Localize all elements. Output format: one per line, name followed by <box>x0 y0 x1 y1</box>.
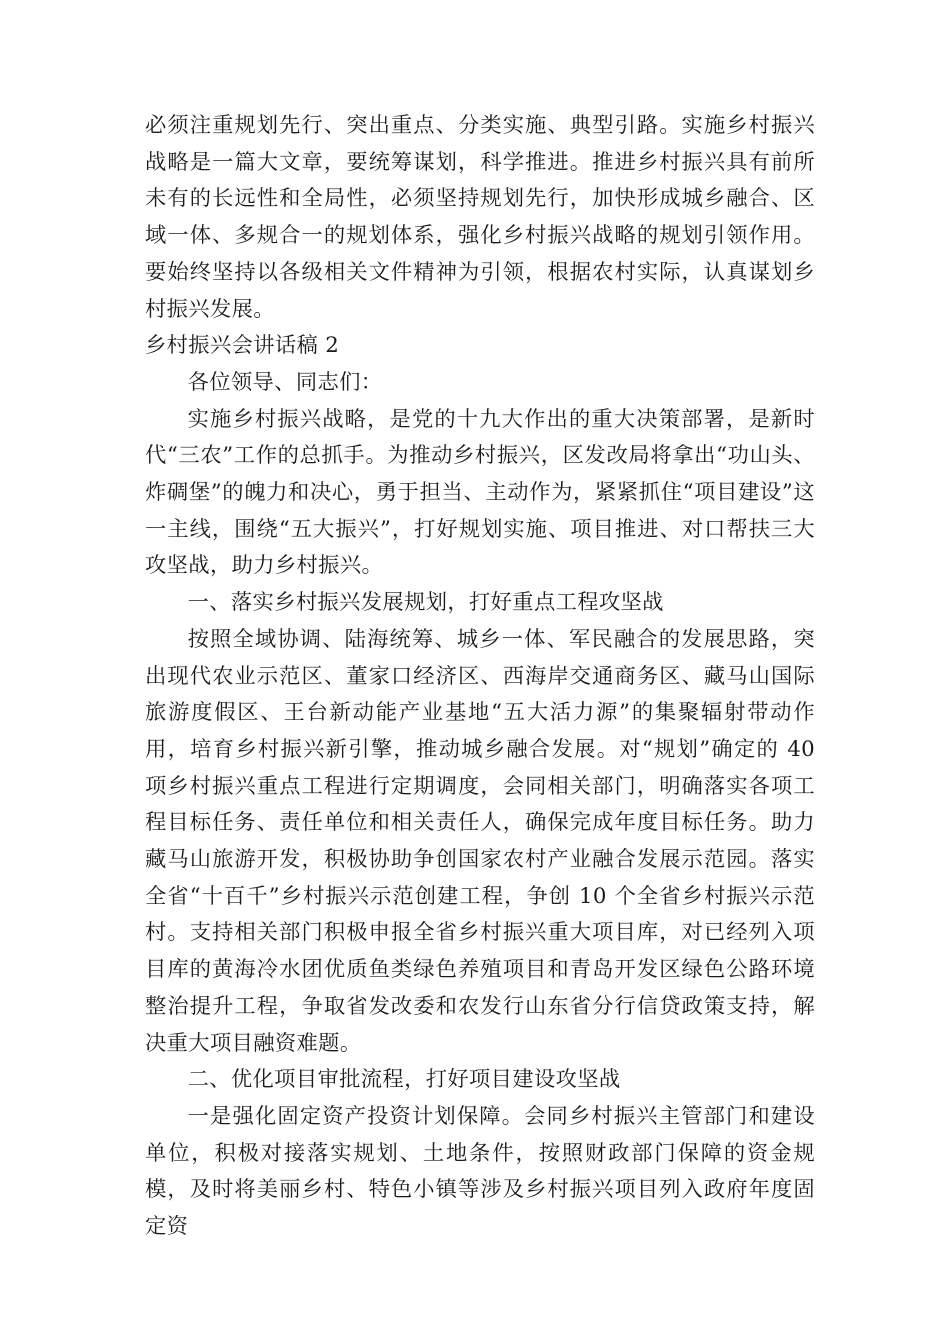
body-paragraph-intro: 实施乡村振兴战略，是党的十九大作出的重大决策部署，是新时代“三农”工作的总抓手。为推动乡村振兴，区发改局将拿出“功山头、炸碉堡”的魄力和决心，勇于担当、主动作为，紧紧抓住“项目建设”这一主线，围绕“五大振兴”，打好规划实施、项目推进、对口帮扶三大攻坚战，助力乡村振兴。 <box>145 406 815 579</box>
body-paragraph-part-1: 按照全域协调、陆海统筹、城乡一体、军民融合的发展思路，突出现代农业示范区、董家口经济区、西海岸交通商务区、藏马山国际旅游度假区、王台新动能产业基地“五大活力源”的集聚辐射带动作用，培育乡村振兴新引擎，推动城乡融合发展。对“规划”确定的 40 项乡村振兴重点工程进行定期调度，会同相关部门，明确落实各项工程目标任务、责任单位和相关责任人，确保完成年度目标任务。助力藏马山旅游开发，积极协助争创国家农村产业融合发展示范园。落实全省“十百千”乡村振兴示范创建工程，争创 10 个全省乡村振兴示范村。支持相关部门积极申报全省乡村振兴重大项目库，对已经列入项目库的黄海冷水团优质鱼类绿色养殖项目和青岛开发区绿色公路环境整治提升工程，争取省发改委和农发行山东省分行信贷政策支持，解决重大项目融资难题。 <box>145 626 815 1056</box>
heading-part-2: 二、优化项目审批流程，打好项目建设攻坚战 <box>187 1067 621 1093</box>
body-paragraph-1: 必须注重规划先行、突出重点、分类实施、典型引路。实施乡村振兴战略是一篇大文章，要统筹谋划，科学推进。推进乡村振兴具有前所未有的长远性和全局性，必须坚持规划先行，加快形成城乡融合、区域一体、多规合一的规划体系，强化乡村振兴战略的规划引领作用。要始终坚持以各级相关文件精神为引领，根据农村实际，认真谋划乡村振兴发展。 <box>145 113 815 322</box>
heading-part-1: 一、落实乡村振兴发展规划，打好重点工程攻坚战 <box>187 590 664 616</box>
salutation: 各位领导、同志们： <box>187 369 383 395</box>
section-title: 乡村振兴会讲话稿 2 <box>145 333 340 359</box>
body-paragraph-part-2: 一是强化固定资产投资计划保障。会同乡村振兴主管部门和建设单位，积极对接落实规划、土地条件，按照财政部门保障的资金规模，及时将美丽乡村、特色小镇等涉及乡村振兴项目列入政府年度固定资 <box>145 1103 815 1240</box>
document-page <box>145 108 815 1246</box>
